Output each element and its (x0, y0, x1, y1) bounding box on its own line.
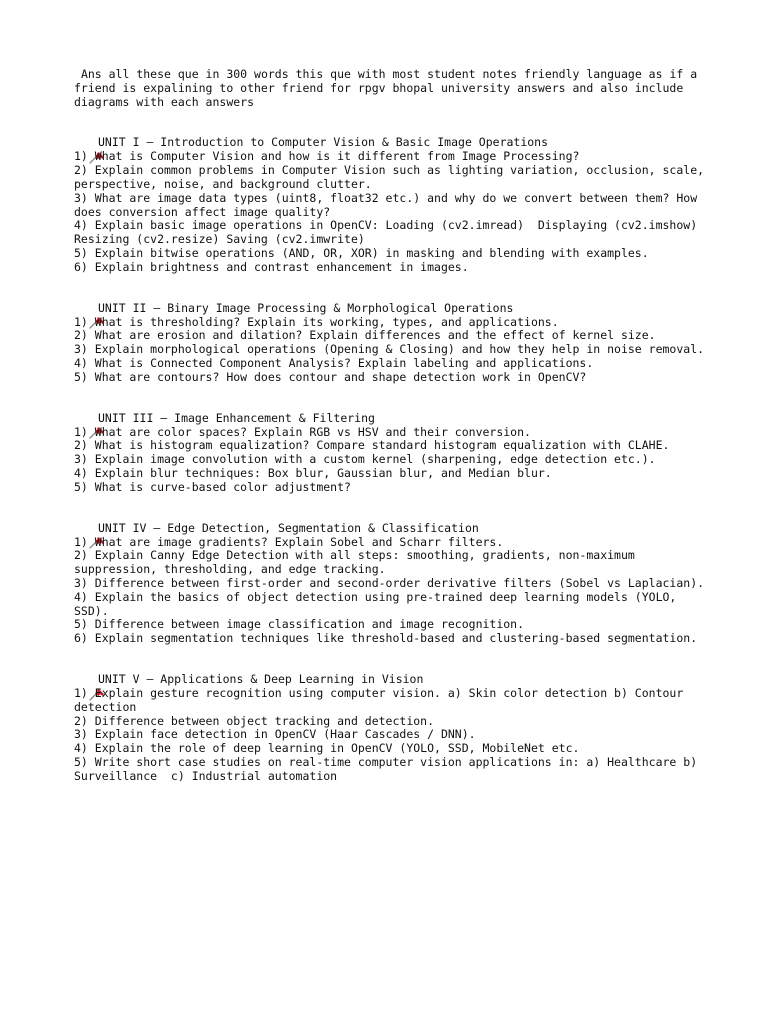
unit-heading (74, 302, 714, 316)
question-item: 5) What is curve-based color adjustment? (74, 479, 351, 494)
question-item: 3) Explain morphological operations (Opening & Closing) and how they help in noise removal. (74, 342, 705, 357)
pushpin-icon (74, 136, 92, 150)
question-item: 4) Explain blur techniques: Box blur, Gaussian blur, and Median blur. (74, 465, 552, 480)
question-item: 4) Explain the role of deep learning in OpenCV (YOLO, SSD, MobileNet etc. (74, 741, 580, 756)
question-item: 1) What are image gradients? Explain Sobel and Scharr filters. (74, 534, 504, 549)
unit-title: UNIT IV — Edge Detection, Segmentation & Classification (98, 520, 479, 535)
question-item: 3) What are image data types (uint8, float32 etc.) and why do we convert between them? How does conversion affect image quality? (74, 190, 705, 219)
pushpin-icon (74, 522, 92, 536)
unit-heading (74, 412, 714, 426)
unit-section (74, 136, 714, 274)
intro-paragraph: Ans all these que in 300 words this que with most student notes friendly language as if a friend is expalining to other friend for rpgv bhopal university answers and also include diagrams with each answers (74, 67, 705, 109)
question-item: 4) What is Connected Component Analysis? Explain labeling and applications. (74, 355, 594, 370)
question-item: 4) Explain the basics of object detection using pre-trained deep learning models (YOLO, SSD). (74, 589, 684, 618)
question-item: 1) What are color spaces? Explain RGB vs HSV and their conversion. (74, 424, 531, 439)
unit-heading (74, 522, 714, 536)
question-item: 2) Explain Canny Edge Detection with all steps: smoothing, gradients, non-maximum suppression, thresholding, and edge tracking. (74, 548, 642, 577)
question-item: 3) Explain image convolution with a custom kernel (sharpening, edge detection etc.). (74, 452, 656, 467)
unit-title: UNIT V — Applications & Deep Learning in Vision (98, 672, 424, 686)
question-item: 2) Explain common problems in Computer Vision such as lighting variation, occlusion, scale, perspective, noise, and background clutter. (74, 163, 711, 191)
unit-section (74, 412, 714, 495)
question-item: 2) What are erosion and dilation? Explain differences and the effect of kernel size. (74, 328, 656, 343)
unit-section (74, 673, 714, 784)
pushpin-icon (74, 302, 92, 316)
document-body (74, 68, 714, 810)
unit-section (74, 522, 714, 646)
pushpin-icon (74, 412, 92, 426)
question-item: 1) What is thresholding? Explain its working, types, and applications. (74, 314, 559, 329)
question-item: 3) Difference between first-order and second-order derivative filters (Sobel vs Laplacian). (74, 575, 705, 590)
question-item: 2) Difference between object tracking and detection. (74, 713, 435, 728)
pushpin-icon (74, 673, 92, 687)
question-item: 6) Explain segmentation techniques like threshold-based and clustering-based segmentation. (74, 631, 698, 646)
question-item: 1) Explain gesture recognition using computer vision. a) Skin color detection b) Contour detection (74, 685, 691, 714)
question-item: 5) Explain bitwise operations (AND, OR, XOR) in masking and blending with examples. (74, 245, 649, 260)
question-item: 2) What is histogram equalization? Compare standard histogram equalization with CLAHE. (74, 438, 670, 453)
question-item: 3) Explain face detection in OpenCV (Haar Cascades / DNN). (74, 727, 476, 742)
unit-title: UNIT II — Binary Image Processing & Morphological Operations (98, 300, 514, 315)
question-item: 5) What are contours? How does contour and shape detection work in OpenCV? (74, 369, 587, 384)
unit-title: UNIT I — Introduction to Computer Vision & Basic Image Operations (98, 135, 549, 150)
question-item: 1) What is Computer Vision and how is it different from Image Processing? (74, 149, 580, 164)
unit-heading (74, 673, 714, 687)
question-item: 5) Difference between image classification and image recognition. (74, 617, 525, 632)
question-item: 5) Write short case studies on real-time computer vision applications in: a) Healthcare b) Surveillance c) Industrial automation (74, 754, 705, 783)
unit-heading (74, 136, 714, 150)
question-item: 4) Explain basic image operations in OpenCV: Loading (cv2.imread) Displaying (cv2.imshow) Resizing (cv2.resize) Saving (cv2.imwrite) (74, 218, 705, 247)
unit-section (74, 302, 714, 385)
units-container (74, 136, 714, 783)
unit-title: UNIT III — Image Enhancement & Filtering (98, 410, 375, 425)
question-item: 6) Explain brightness and contrast enhancement in images. (74, 259, 469, 274)
